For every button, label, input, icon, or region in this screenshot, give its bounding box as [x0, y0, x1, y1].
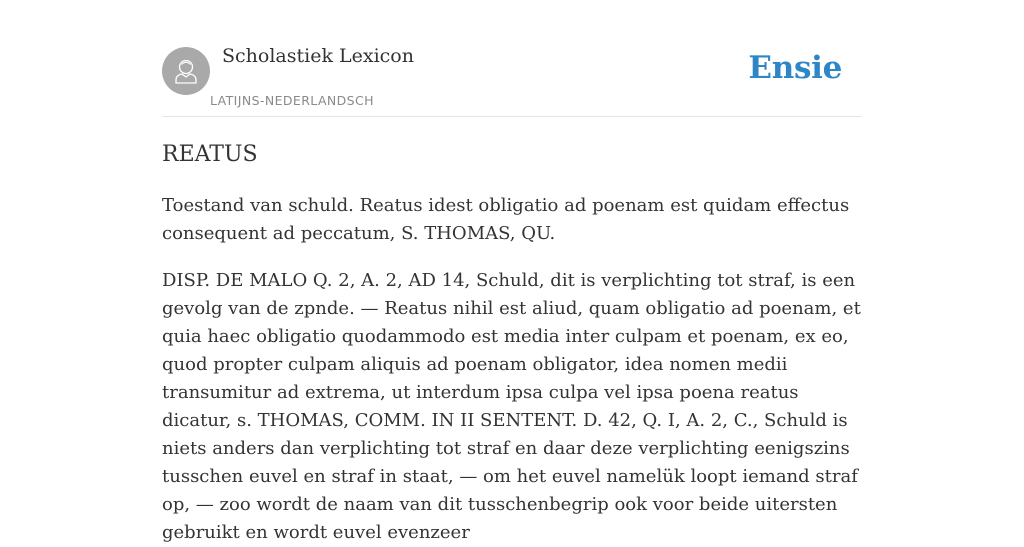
ensie-logo-link[interactable]: Ensie	[748, 50, 842, 86]
header	[162, 0, 862, 117]
source-subtitle: LATIJNS-NEDERLANDSCH	[210, 93, 374, 108]
definition-paragraph-1: Toestand van schuld. Reatus idest obligatio ad poenam est quidam effectus consequent ad peccatum, S. THOMAS, QU.	[162, 195, 850, 244]
term-heading: REATUS	[162, 142, 258, 167]
source-title-link[interactable]: Scholastiek Lexicon	[222, 45, 414, 67]
definition-paragraph-2: DISP. DE MALO Q. 2, A. 2, AD 14, Schuld, dit is verplichting tot straf, is een gevolg van de zpnde. — Reatus nihil est aliud, quam obligatio ad poenam, et quia haec obligatio quodammodo est media inter culpam et poenam, ex eo, quod propter culpam aliquis ad poenam obligator, idea nomen medii transumitur ad extrema, ut interdum ipsa culpa vel ipsa poena reatus dicatur, s. THOMAS, COMM. IN II SENTENT. D. 42, Q. I, A. 2, C., Schuld is niets anders dan verplichting tot straf en daar deze verplichting eenigszins tusschen euvel en straf in staat, — om het euvel namelük loopt iemand straf op, — zoo wordt de naam van dit tusschenbegrip ook voor beide uitersten gebruikt en wordt euvel evenzeer	[162, 270, 861, 543]
article	[162, 138, 866, 547]
user-silhouette-icon[interactable]	[162, 47, 210, 95]
